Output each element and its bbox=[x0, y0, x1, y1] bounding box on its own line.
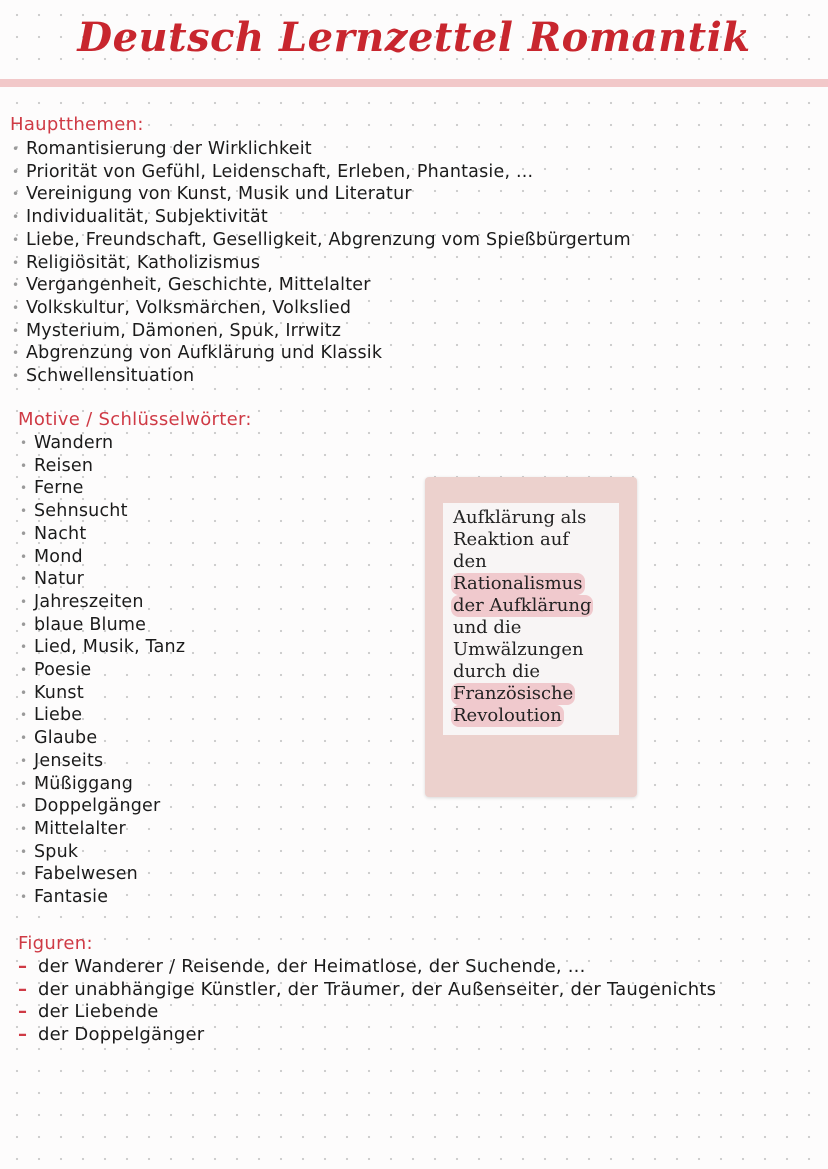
heading-hauptthemen: Hauptthemen: bbox=[10, 114, 144, 135]
list-item: • Reisen bbox=[18, 455, 185, 478]
card-line-highlighted: der Aufklärung bbox=[453, 595, 592, 616]
list-item: • Individualität, Subjektivität bbox=[10, 206, 631, 229]
list-item: • Abgrenzung von Aufklärung und Klassik bbox=[10, 342, 631, 365]
list-item: • Liebe bbox=[18, 704, 185, 727]
list-item: • Vergangenheit, Geschichte, Mittelalter bbox=[10, 274, 631, 297]
card-line: durch die bbox=[453, 661, 541, 682]
list-item: • Müßiggang bbox=[18, 773, 185, 796]
list-item: – der Wanderer / Reisende, der Heimatlose, der Suchende, ... bbox=[18, 956, 778, 979]
list-item: • Mittelalter bbox=[18, 818, 185, 841]
hauptthemen-list bbox=[10, 138, 631, 388]
card-line-highlighted: Rationalismus bbox=[453, 573, 583, 594]
figuren-list bbox=[18, 956, 778, 1046]
card-line: Aufklärung als bbox=[453, 507, 587, 528]
note-card bbox=[425, 477, 637, 797]
list-item: • Fantasie bbox=[18, 886, 185, 909]
list-item: – der Doppelgänger bbox=[18, 1024, 778, 1047]
page-title: Deutsch Lernzettel Romantik bbox=[77, 14, 751, 61]
list-item: • Glaube bbox=[18, 727, 185, 750]
list-item: • Lied, Musik, Tanz bbox=[18, 636, 185, 659]
card-line-highlighted: Revoloution bbox=[453, 705, 562, 726]
list-item: • Ferne bbox=[18, 477, 185, 500]
list-item: • Jenseits bbox=[18, 750, 185, 773]
note-card-inner bbox=[443, 503, 619, 735]
list-item: • Kunst bbox=[18, 682, 185, 705]
title-underline bbox=[0, 79, 828, 87]
list-item: • Poesie bbox=[18, 659, 185, 682]
card-line: Umwälzungen bbox=[453, 639, 584, 660]
list-item: • Liebe, Freundschaft, Geselligkeit, Abgrenzung vom Spießbürgertum bbox=[10, 229, 631, 252]
list-item: • Spuk bbox=[18, 841, 185, 864]
heading-figuren: Figuren: bbox=[18, 933, 93, 954]
motive-list bbox=[18, 432, 185, 909]
list-item: • Priorität von Gefühl, Leidenschaft, Erleben, Phantasie, ... bbox=[10, 161, 631, 184]
list-item: • Sehnsucht bbox=[18, 500, 185, 523]
list-item: • Jahreszeiten bbox=[18, 591, 185, 614]
note-card-text bbox=[453, 507, 618, 727]
list-item: • Wandern bbox=[18, 432, 185, 455]
list-item: • Romantisierung der Wirklichkeit bbox=[10, 138, 631, 161]
list-item: • Schwellensituation bbox=[10, 365, 631, 388]
list-item: • Nacht bbox=[18, 523, 185, 546]
card-line: den bbox=[453, 551, 487, 572]
list-item: • Natur bbox=[18, 568, 185, 591]
card-line: und die bbox=[453, 617, 522, 638]
card-line: Reaktion auf bbox=[453, 529, 569, 550]
list-item: • Vereinigung von Kunst, Musik und Literatur bbox=[10, 183, 631, 206]
list-item: • Doppelgänger bbox=[18, 795, 185, 818]
heading-motive: Motive / Schlüsselwörter: bbox=[18, 409, 252, 430]
list-item: • Religiösität, Katholizismus bbox=[10, 252, 631, 275]
card-line-highlighted: Französische bbox=[453, 683, 574, 704]
list-item: • Fabelwesen bbox=[18, 863, 185, 886]
list-item: – der Liebende bbox=[18, 1001, 778, 1024]
list-item: • blaue Blume bbox=[18, 614, 185, 637]
list-item: • Mond bbox=[18, 546, 185, 569]
list-item: – der unabhängige Künstler, der Träumer, der Außenseiter, der Taugenichts bbox=[18, 979, 778, 1002]
list-item: • Volkskultur, Volksmärchen, Volkslied bbox=[10, 297, 631, 320]
list-item: • Mysterium, Dämonen, Spuk, Irrwitz bbox=[10, 320, 631, 343]
